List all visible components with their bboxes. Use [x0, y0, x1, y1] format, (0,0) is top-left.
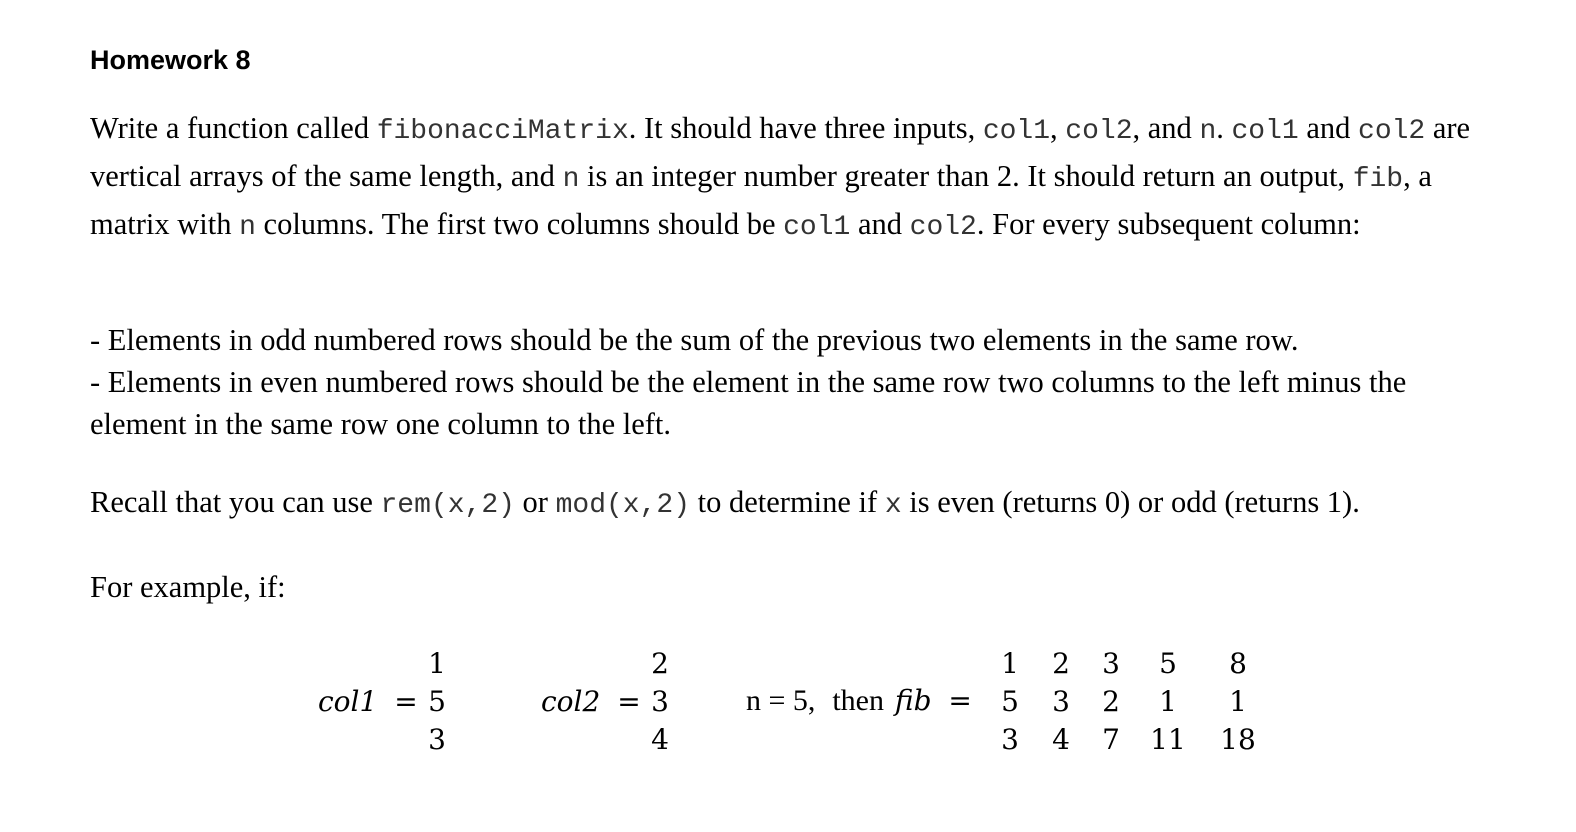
text: and — [1298, 111, 1359, 145]
fib-cell: 2 — [1052, 647, 1070, 680]
col1-equation — [318, 683, 418, 721]
col2-equation — [541, 683, 641, 721]
fib-cell: 4 — [1052, 723, 1070, 756]
paragraph-rules — [90, 319, 1510, 445]
col2-value: 2 — [651, 647, 669, 680]
rule-even-rows: - Elements in even numbered rows should be the element in the same row two columns to the left minus the element in the same row one column to the left. — [90, 365, 1407, 441]
text: and — [850, 207, 910, 241]
code-col1: col1 — [1231, 116, 1299, 147]
fib-label: fib — [894, 684, 932, 717]
text: , and — [1132, 111, 1200, 145]
equals-sign: = — [394, 685, 418, 718]
text: is an integer number greater than 2. It should return an output, — [579, 159, 1353, 193]
code-mod: mod(x,2) — [555, 490, 691, 521]
code-col2: col2 — [1065, 116, 1133, 147]
rule-odd-rows: - Elements in odd numbered rows should be the sum of the previous two elements in the same row. — [90, 323, 1299, 357]
code-n: n — [239, 212, 256, 243]
fib-cell: 1 — [1001, 647, 1019, 680]
code-n: n — [1199, 116, 1217, 147]
text: Recall that you can use — [90, 485, 381, 519]
code-col1: col1 — [982, 116, 1051, 147]
col1-value: 3 — [428, 723, 446, 756]
fib-cell: 1 — [1229, 685, 1247, 718]
fib-cell: 11 — [1150, 723, 1186, 756]
text: . — [1216, 111, 1232, 145]
code-n: n — [562, 164, 580, 195]
text: columns. The first two columns should be — [255, 207, 784, 241]
fib-equation — [746, 682, 972, 720]
col2-value: 4 — [651, 723, 669, 756]
then-text: then — [832, 684, 884, 717]
text: or — [514, 485, 556, 519]
code-rem: rem(x,2) — [380, 490, 515, 521]
code-col1: col1 — [783, 212, 851, 243]
text: , — [1050, 111, 1066, 145]
paragraph-example-intro: For example, if: — [90, 570, 286, 604]
col2-value: 3 — [651, 685, 669, 718]
equals-sign: = — [617, 685, 641, 718]
text: Write a function called — [90, 111, 377, 145]
fib-cell: 7 — [1102, 723, 1120, 756]
code-fib: fib — [1352, 164, 1404, 195]
fib-cell: 2 — [1102, 685, 1120, 718]
fib-cell: 1 — [1159, 685, 1177, 718]
col2-label: col2 — [541, 685, 601, 718]
n-text: n = 5, — [746, 684, 816, 717]
equals-sign: = — [948, 684, 972, 717]
text: is even (returns 0) or odd (returns 1). — [901, 485, 1360, 519]
page-title: Homework 8 — [90, 45, 251, 75]
text: to determine if — [690, 485, 885, 519]
fib-cell: 3 — [1001, 723, 1019, 756]
fib-cell: 5 — [1159, 647, 1177, 680]
text: , a matrix with — [90, 159, 1432, 241]
paragraph-recall — [90, 480, 1510, 528]
col1-label: col1 — [318, 685, 378, 718]
code-col2: col2 — [909, 212, 977, 243]
fib-cell: 5 — [1001, 685, 1019, 718]
fib-cell: 3 — [1052, 685, 1070, 718]
col1-value: 1 — [428, 647, 446, 680]
fib-cell: 8 — [1229, 647, 1247, 680]
text: . For every subsequent column: — [976, 207, 1361, 241]
text: are vertical arrays of the same length, and — [90, 111, 1471, 193]
col1-value: 5 — [428, 685, 446, 718]
text: . It should have three inputs, — [628, 111, 983, 145]
paragraph-function-description — [90, 106, 1510, 250]
fib-cell: 18 — [1220, 723, 1256, 756]
code-x: x — [884, 490, 902, 521]
code-function-name: fibonacciMatrix — [376, 116, 629, 147]
code-col2: col2 — [1358, 116, 1426, 147]
fib-cell: 3 — [1102, 647, 1120, 680]
